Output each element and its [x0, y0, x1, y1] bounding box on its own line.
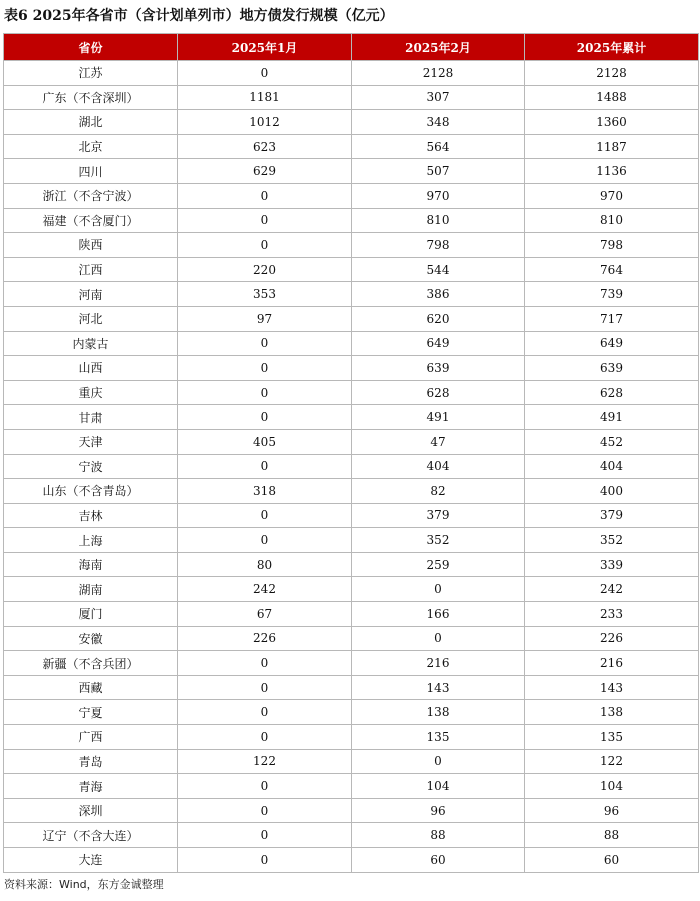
cell-cumulative: 717: [525, 306, 699, 331]
table-row: [4, 405, 699, 430]
cell-cumulative: 122: [525, 749, 699, 774]
cell-province: 福建（不含厦门）: [4, 208, 178, 233]
cell-jan: 0: [178, 798, 352, 823]
cell-feb: 620: [352, 306, 525, 331]
table-row: [4, 552, 699, 577]
cell-feb: 544: [352, 257, 525, 282]
cell-jan: 0: [178, 331, 352, 356]
cell-cumulative: 242: [525, 577, 699, 602]
cell-jan: 0: [178, 208, 352, 233]
cell-jan: 1181: [178, 85, 352, 110]
cell-province: 宁夏: [4, 700, 178, 725]
cell-cumulative: 352: [525, 528, 699, 553]
cell-feb: 639: [352, 356, 525, 381]
cell-jan: 0: [178, 183, 352, 208]
cell-jan: 97: [178, 306, 352, 331]
cell-province: 广东（不含深圳）: [4, 85, 178, 110]
table-row: [4, 528, 699, 553]
cell-feb: 82: [352, 479, 525, 504]
cell-province: 甘肃: [4, 405, 178, 430]
cell-cumulative: 88: [525, 823, 699, 848]
table-row: [4, 479, 699, 504]
cell-jan: 0: [178, 61, 352, 86]
table-row: [4, 577, 699, 602]
cell-province: 西藏: [4, 675, 178, 700]
cell-jan: 0: [178, 503, 352, 528]
cell-feb: 166: [352, 602, 525, 627]
cell-feb: 404: [352, 454, 525, 479]
table-row: [4, 429, 699, 454]
cell-jan: 67: [178, 602, 352, 627]
cell-province: 深圳: [4, 798, 178, 823]
cell-feb: 96: [352, 798, 525, 823]
cell-province: 江西: [4, 257, 178, 282]
cell-province: 江苏: [4, 61, 178, 86]
cell-jan: 629: [178, 159, 352, 184]
cell-feb: 970: [352, 183, 525, 208]
header-jan: 2025年1月: [178, 34, 352, 61]
table-row: [4, 380, 699, 405]
cell-province: 陕西: [4, 233, 178, 258]
cell-jan: 0: [178, 528, 352, 553]
cell-province: 辽宁（不含大连）: [4, 823, 178, 848]
cell-jan: 318: [178, 479, 352, 504]
cell-cumulative: 135: [525, 725, 699, 750]
cell-province: 宁波: [4, 454, 178, 479]
cell-cumulative: 404: [525, 454, 699, 479]
cell-province: 重庆: [4, 380, 178, 405]
cell-jan: 353: [178, 282, 352, 307]
cell-feb: 810: [352, 208, 525, 233]
table-row: [4, 725, 699, 750]
cell-jan: 0: [178, 725, 352, 750]
cell-jan: 0: [178, 454, 352, 479]
cell-jan: 0: [178, 774, 352, 799]
table-row: [4, 183, 699, 208]
table-row: [4, 61, 699, 86]
cell-cumulative: 1488: [525, 85, 699, 110]
cell-jan: 0: [178, 700, 352, 725]
cell-province: 北京: [4, 134, 178, 159]
cell-feb: 0: [352, 577, 525, 602]
cell-cumulative: 96: [525, 798, 699, 823]
cell-cumulative: 143: [525, 675, 699, 700]
cell-feb: 352: [352, 528, 525, 553]
cell-cumulative: 104: [525, 774, 699, 799]
cell-feb: 379: [352, 503, 525, 528]
table-row: [4, 798, 699, 823]
cell-feb: 104: [352, 774, 525, 799]
cell-province: 湖北: [4, 110, 178, 135]
cell-feb: 143: [352, 675, 525, 700]
cell-feb: 348: [352, 110, 525, 135]
cell-feb: 386: [352, 282, 525, 307]
cell-province: 天津: [4, 429, 178, 454]
cell-feb: 491: [352, 405, 525, 430]
source-note: 资料来源：Wind，东方金诚整理: [4, 878, 164, 891]
cell-province: 内蒙古: [4, 331, 178, 356]
table-row: [4, 700, 699, 725]
cell-cumulative: 764: [525, 257, 699, 282]
cell-cumulative: 2128: [525, 61, 699, 86]
cell-jan: 80: [178, 552, 352, 577]
table-row: [4, 282, 699, 307]
table-title: 表6 2025年各省市（含计划单列市）地方债发行规模（亿元）: [4, 8, 394, 24]
table-row: [4, 331, 699, 356]
cell-province: 浙江（不含宁波）: [4, 183, 178, 208]
cell-feb: 507: [352, 159, 525, 184]
cell-jan: 0: [178, 380, 352, 405]
header-row: [4, 34, 699, 61]
cell-cumulative: 798: [525, 233, 699, 258]
table-row: [4, 110, 699, 135]
cell-province: 广西: [4, 725, 178, 750]
cell-jan: 623: [178, 134, 352, 159]
header-feb: 2025年2月: [352, 34, 525, 61]
cell-province: 厦门: [4, 602, 178, 627]
cell-cumulative: 60: [525, 848, 699, 873]
cell-cumulative: 649: [525, 331, 699, 356]
cell-cumulative: 628: [525, 380, 699, 405]
table-row: [4, 257, 699, 282]
cell-province: 四川: [4, 159, 178, 184]
table-row: [4, 306, 699, 331]
cell-feb: 798: [352, 233, 525, 258]
table-row: [4, 823, 699, 848]
cell-province: 大连: [4, 848, 178, 873]
table-row: [4, 602, 699, 627]
cell-cumulative: 138: [525, 700, 699, 725]
cell-jan: 0: [178, 405, 352, 430]
cell-province: 吉林: [4, 503, 178, 528]
cell-feb: 628: [352, 380, 525, 405]
cell-cumulative: 1187: [525, 134, 699, 159]
cell-jan: 220: [178, 257, 352, 282]
cell-jan: 122: [178, 749, 352, 774]
cell-province: 新疆（不含兵团）: [4, 651, 178, 676]
cell-jan: 0: [178, 675, 352, 700]
cell-jan: 242: [178, 577, 352, 602]
cell-province: 海南: [4, 552, 178, 577]
cell-province: 青海: [4, 774, 178, 799]
cell-jan: 0: [178, 233, 352, 258]
cell-jan: 0: [178, 651, 352, 676]
table-row: [4, 848, 699, 873]
header-province: 省份: [4, 34, 178, 61]
table-row: [4, 626, 699, 651]
cell-feb: 138: [352, 700, 525, 725]
cell-feb: 259: [352, 552, 525, 577]
cell-province: 青岛: [4, 749, 178, 774]
cell-province: 上海: [4, 528, 178, 553]
cell-jan: 405: [178, 429, 352, 454]
cell-cumulative: 226: [525, 626, 699, 651]
cell-jan: 0: [178, 823, 352, 848]
cell-cumulative: 491: [525, 405, 699, 430]
cell-cumulative: 339: [525, 552, 699, 577]
cell-cumulative: 1360: [525, 110, 699, 135]
cell-cumulative: 810: [525, 208, 699, 233]
cell-feb: 88: [352, 823, 525, 848]
cell-cumulative: 639: [525, 356, 699, 381]
table-row: [4, 651, 699, 676]
table-row: [4, 454, 699, 479]
cell-feb: 60: [352, 848, 525, 873]
cell-province: 河北: [4, 306, 178, 331]
cell-cumulative: 739: [525, 282, 699, 307]
table-row: [4, 85, 699, 110]
cell-jan: 1012: [178, 110, 352, 135]
header-cumulative: 2025年累计: [525, 34, 699, 61]
table-body: [4, 61, 699, 873]
table-row: [4, 356, 699, 381]
cell-cumulative: 970: [525, 183, 699, 208]
cell-province: 山西: [4, 356, 178, 381]
cell-feb: 0: [352, 626, 525, 651]
table-row: [4, 134, 699, 159]
cell-cumulative: 1136: [525, 159, 699, 184]
table-row: [4, 159, 699, 184]
cell-jan: 0: [178, 848, 352, 873]
cell-cumulative: 233: [525, 602, 699, 627]
cell-province: 湖南: [4, 577, 178, 602]
cell-jan: 226: [178, 626, 352, 651]
cell-feb: 564: [352, 134, 525, 159]
table-row: [4, 233, 699, 258]
table-row: [4, 503, 699, 528]
cell-feb: 2128: [352, 61, 525, 86]
cell-cumulative: 216: [525, 651, 699, 676]
cell-feb: 216: [352, 651, 525, 676]
cell-cumulative: 452: [525, 429, 699, 454]
cell-feb: 307: [352, 85, 525, 110]
table-row: [4, 749, 699, 774]
table-row: [4, 208, 699, 233]
cell-feb: 649: [352, 331, 525, 356]
issuance-table: [3, 33, 699, 873]
cell-cumulative: 379: [525, 503, 699, 528]
cell-feb: 0: [352, 749, 525, 774]
cell-jan: 0: [178, 356, 352, 381]
cell-feb: 135: [352, 725, 525, 750]
cell-province: 山东（不含青岛）: [4, 479, 178, 504]
cell-province: 安徽: [4, 626, 178, 651]
cell-province: 河南: [4, 282, 178, 307]
table-row: [4, 774, 699, 799]
table-row: [4, 675, 699, 700]
cell-cumulative: 400: [525, 479, 699, 504]
cell-feb: 47: [352, 429, 525, 454]
